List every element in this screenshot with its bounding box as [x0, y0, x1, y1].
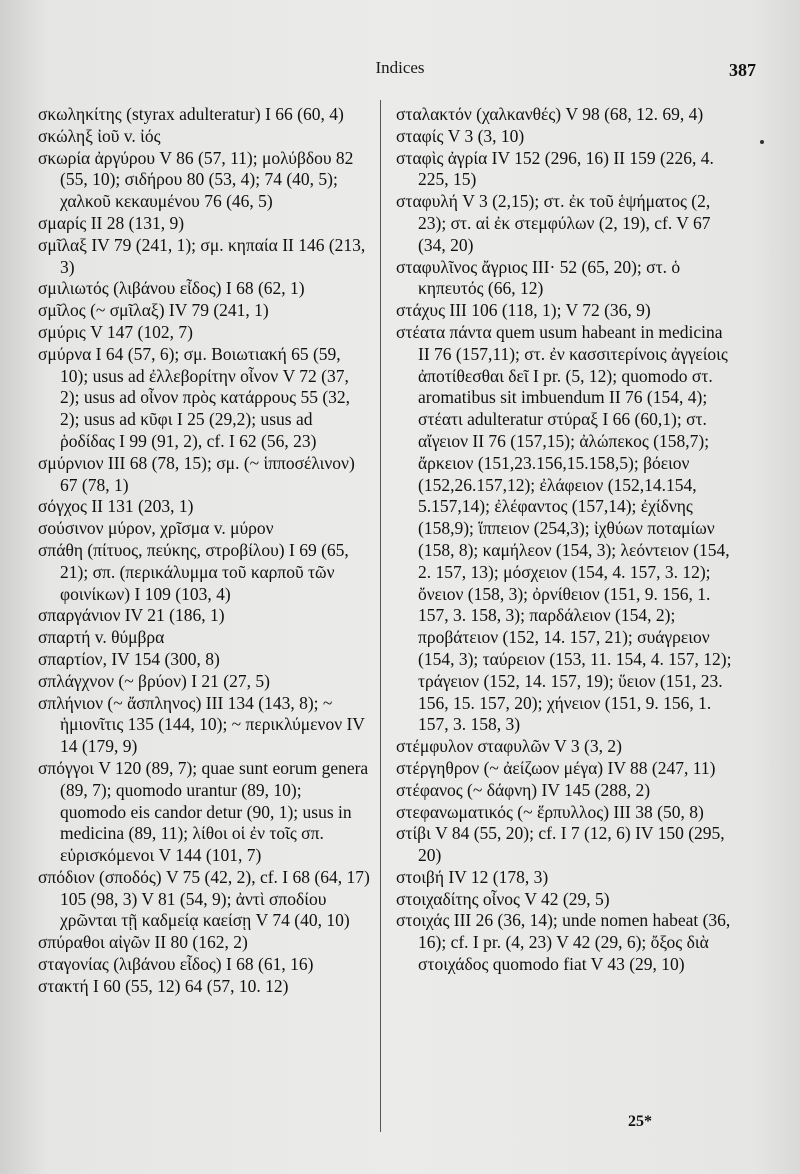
index-entry: στέατα πάντα quem usum habeant in medicina II 76 (157,11); στ. ἐν κασσιτερίνοις ἀγγείοις ἀποτίθεσθαι δεῖ I pr. (5, 12); quomodo στ. aromatibus sit imbuendum II 76 (154, 4); στέατι adulteratur στύραξ I 66 (60,1); στ. αἴγειον II 76 (157,15); ἀλώπεκος (158,7); ἄρκειον (151,23.156,15.158,5); βόειον (152,26.157,12); ἐλάφειον (152,14.154, 5.157,14); ἐλέφαντος (157,14); ἐχίδνης (158,9); ἵππειον (254,3); ἰχθύων ποταμίων (158, 8); καμήλεον (154, 3); λεόντειον (154, 2. 157, 13); μόσχειον (154, 4. 157, 3. 12); ὄνειον (158, 3); ὀρνίθειον (151, 9. 156, 1. 157, 3. 158, 3); παρδάλειον (154, 2); προβάτειον (152, 14. 157, 21); συάγρειον (154, 3); ταύρειον (153, 11. 154, 4. 157, 12); τράγειον (152, 14. 157, 19); ὕειον (151, 23. 156, 15. 157, 20); χήνειον (151, 9. 156, 1. 157, 3. 158, 3): [396, 321, 732, 735]
index-entry: σπάθη (πίτυος, πεύκης, στροβίλου) I 69 (65, 21); σπ. (περικάλυμμα τοῦ καρποῦ τῶν φοινίκων) I 109 (103, 4): [38, 539, 349, 604]
index-entry: σπόγγοι V 120 (89, 7); quae sunt eorum genera (89, 7); quomodo urantur (89, 10); quomodo eis candor detur (90, 1); usus in medicina (89, 11); λίθοι οἱ ἐν τοῖς σπ. εὑρισκόμενοι V 144 (101, 7): [38, 757, 369, 866]
index-entry: σπύραθοι αἰγῶν II 80 (162, 2): [38, 932, 248, 953]
index-entry: στοιχαδίτης οἶνος V 42 (29, 5): [396, 888, 610, 909]
print-speck: [760, 140, 764, 144]
index-entry: σταφὶς ἀγρία IV 152 (296, 16) II 159 (226, 4. 225, 15): [396, 147, 714, 190]
index-entry: σμύρνα I 64 (57, 6); σμ. Βοιωτιακή 65 (59, 10); usus ad ἐλλεβορίτην οἶνον V 72 (37, 2); usus ad οἶνον πρὸς κατάρρους 55 (32, 2); usus ad κῦφι I 25 (29,2); usus ad ῥοδίδας I 99 (91, 2), cf. I 62 (56, 23): [38, 343, 351, 451]
index-entry: στέμφυλον σταφυλῶν V 3 (3, 2): [396, 736, 622, 757]
index-entry: σταγονίας (λιβάνου εἶδος) I 68 (61, 16): [38, 954, 314, 975]
index-entry: σόγχος II 131 (203, 1): [38, 496, 194, 517]
index-column-right: [396, 104, 732, 976]
index-entry: στίβι V 84 (55, 20); cf. I 7 (12, 6) IV 150 (295, 20): [396, 823, 725, 866]
index-entry: στέφανος (~ δάφνη) IV 145 (288, 2): [396, 779, 651, 800]
index-column-left: [38, 104, 370, 998]
index-entry: στέργηθρον (~ ἀείζωον μέγα) IV 88 (247, 11): [396, 757, 716, 778]
index-entry: σταφυλή V 3 (2,15); στ. ἐκ τοῦ ἑψήματος (2, 23); στ. αἱ ἐκ στεμφύλων (2, 19), cf. V 67 (34, 20): [396, 191, 711, 255]
index-entry: σμαρίς II 28 (131, 9): [38, 212, 185, 233]
index-entry: σκωληκίτης (styrax adulteratur) I 66 (60, 4): [38, 104, 344, 124]
index-entry: σμιλιωτός (λιβάνου εἶδος) I 68 (62, 1): [38, 278, 305, 299]
index-entry: στάχυς III 106 (118, 1); V 72 (36, 9): [396, 300, 651, 321]
index-entry: σκωρία ἀργύρου V 86 (57, 11); μολύβδου 82 (55, 10); σιδήρου 80 (53, 4); 74 (40, 5); χαλκοῦ κεκαυμένου 76 (46, 5): [38, 147, 354, 212]
index-entry: σμῖλαξ IV 79 (241, 1); σμ. κηπαία II 146 (213, 3): [38, 234, 366, 277]
index-entry: σπλήνιον (~ ἄσπληνος) III 134 (143, 8); ~ ἡμιονῖτις 135 (144, 10); ~ περικλύμενον IV 14 (179, 9): [38, 692, 365, 757]
index-entry: σπαρτίον, IV 154 (300, 8): [38, 648, 220, 669]
index-entry: σταφίς V 3 (3, 10): [396, 125, 525, 146]
index-entry: σταφυλῖνος ἄγριος III· 52 (65, 20); στ. ὁ κηπευτός (66, 12): [396, 256, 681, 299]
signature-mark: 25*: [628, 1113, 652, 1130]
index-entry: στεφανωματικός (~ ἕρπυλλος) III 38 (50, 8): [396, 801, 704, 822]
index-entry: στακτή I 60 (55, 12) 64 (57, 10. 12): [38, 975, 289, 996]
page-number: 387: [729, 60, 756, 80]
index-entry: στοιχάς III 26 (36, 14); unde nomen habeat (36, 16); cf. I pr. (4, 23) V 42 (29, 6); ὄξος διὰ στοιχάδος quomodo fiat V 43 (29, 10): [396, 910, 731, 975]
index-entry: σπαργάνιον IV 21 (186, 1): [38, 605, 225, 626]
index-entry: σταλακτόν (χαλκανθές) V 98 (68, 12. 69, 4): [396, 104, 704, 124]
index-entry: σπόδιον (σποδός) V 75 (42, 2), cf. I 68 (64, 17) 105 (98, 3) V 81 (54, 9); ἀντὶ σποδίου χρῶνται τῇ καδμείᾳ καείσῃ V 74 (40, 10): [38, 866, 370, 931]
index-entry: στοιβή IV 12 (178, 3): [396, 866, 549, 887]
index-entry: σμῖλος (~ σμῖλαξ) IV 79 (241, 1): [38, 300, 269, 321]
index-entry: σπλάγχνον (~ βρύον) I 21 (27, 5): [38, 670, 270, 691]
column-divider: [380, 100, 381, 1132]
index-entry: σούσινον μύρον, χρῖσμα v. μύρον: [38, 518, 274, 539]
index-entry: σμύρνιον III 68 (78, 15); σμ. (~ ἱπποσέλινον) 67 (78, 1): [38, 452, 355, 495]
index-entry: σκώληξ ἰοῦ v. ἰός: [38, 125, 161, 146]
running-head: Indices: [375, 58, 425, 77]
index-entry: σπαρτή v. θύμβρα: [38, 627, 165, 648]
index-entry: σμύρις V 147 (102, 7): [38, 321, 193, 342]
